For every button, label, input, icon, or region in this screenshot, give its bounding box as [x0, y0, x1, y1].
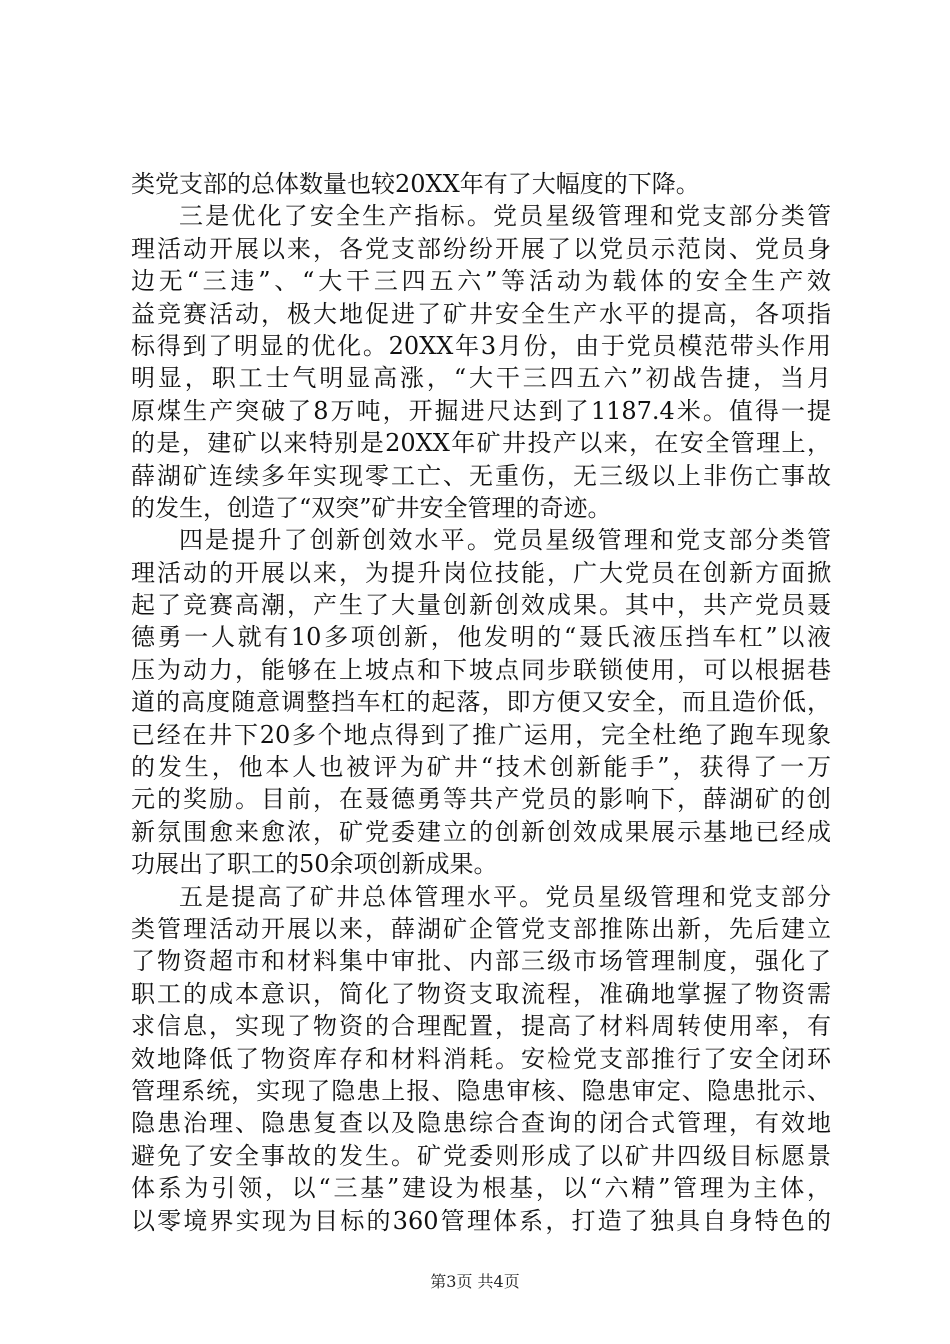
- text-line: 元的奖励。目前，在聂德勇等共产党员的影响下，薛湖矿的创: [131, 785, 831, 814]
- text-line: 三是优化了安全生产指标。党员星级管理和党支部分类管: [179, 202, 831, 231]
- text-line: 的发生，创造了“双突”矿井安全管理的奇迹。: [131, 493, 612, 522]
- text-line: 了物资超市和材料集中审批、内部三级市场管理制度，强化了: [131, 947, 831, 976]
- page-footer: [0, 1272, 950, 1292]
- text-line: 五是提高了矿井总体管理水平。党员星级管理和党支部分: [179, 882, 831, 911]
- text-line: 理活动开展以来，各党支部纷纷开展了以党员示范岗、党员身: [131, 234, 831, 263]
- text-line: 明显，职工士气明显高涨，“大干三四五六”初战告捷，当月: [131, 364, 831, 393]
- text-line: 的发生，他本人也被评为矿井“技术创新能手”，获得了一万: [131, 753, 831, 782]
- text-line: 四是提升了创新创效水平。党员星级管理和党支部分类管: [179, 526, 831, 555]
- text-line: 功展出了职工的50余项创新成果。: [131, 850, 498, 879]
- body-text: [131, 168, 831, 1237]
- text-line: 隐患治理、隐患复查以及隐患综合查询的闭合式管理，有效地: [131, 1109, 831, 1138]
- text-line: 新氛围愈来愈浓，矿党委建立的创新创效成果展示基地已经成: [131, 817, 831, 846]
- text-line: 薛湖矿连续多年实现零工亡、无重伤，无三级以上非伤亡事故: [131, 461, 831, 490]
- text-line: 职工的成本意识，简化了物资支取流程，准确地掌握了物资需: [131, 979, 831, 1008]
- text-line: 管理系统，实现了隐患上报、隐患审核、隐患审定、隐患批示、: [131, 1076, 831, 1105]
- text-line: 原煤生产突破了8万吨，开掘进尺达到了1187.4米。值得一提: [131, 396, 831, 425]
- text-line: 类党支部的总体数量也较20XX年有了大幅度的下降。: [131, 170, 700, 198]
- text-line: 类管理活动开展以来，薛湖矿企管党支部推陈出新，先后建立: [131, 914, 831, 943]
- text-line: 体系为引领，以“三基”建设为根基，以“六精”管理为主体，: [131, 1174, 831, 1203]
- text-line: 求信息，实现了物资的合理配置，提高了材料周转使用率，有: [131, 1012, 831, 1041]
- page-number-label: 第3页 共4页: [430, 1272, 520, 1291]
- text-line: 起了竞赛高潮，产生了大量创新创效成果。其中，共产党员聂: [131, 591, 831, 620]
- text-line: 的是，建矿以来特别是20XX年矿井投产以来，在安全管理上，: [131, 429, 831, 458]
- text-line: 理活动的开展以来，为提升岗位技能，广大党员在创新方面掀: [131, 558, 831, 587]
- text-line: 德勇一人就有10多项创新，他发明的“聂氏液压挡车杠”以液: [131, 623, 831, 652]
- text-line: 已经在井下20多个地点得到了推广运用，完全杜绝了跑车现象: [131, 720, 831, 749]
- text-line: 压为动力，能够在上坡点和下坡点同步联锁使用，可以根据巷: [131, 655, 831, 684]
- text-line: 以零境界实现为目标的360管理体系，打造了独具自身特色的: [131, 1206, 831, 1235]
- text-line: 效地降低了物资库存和材料消耗。安检党支部推行了安全闭环: [131, 1044, 831, 1073]
- text-line: 避免了安全事故的发生。矿党委则形成了以矿井四级目标愿景: [131, 1141, 831, 1170]
- text-line: 边无“三违”、“大干三四五六”等活动为载体的安全生产效: [131, 267, 831, 296]
- text-line: 益竞赛活动，极大地促进了矿井安全生产水平的提高，各项指: [131, 299, 831, 328]
- text-line: 标得到了明显的优化。20XX年3月份，由于党员模范带头作用: [131, 331, 831, 360]
- text-line: 道的高度随意调整挡车杠的起落，即方便又安全，而且造价低，: [131, 688, 831, 717]
